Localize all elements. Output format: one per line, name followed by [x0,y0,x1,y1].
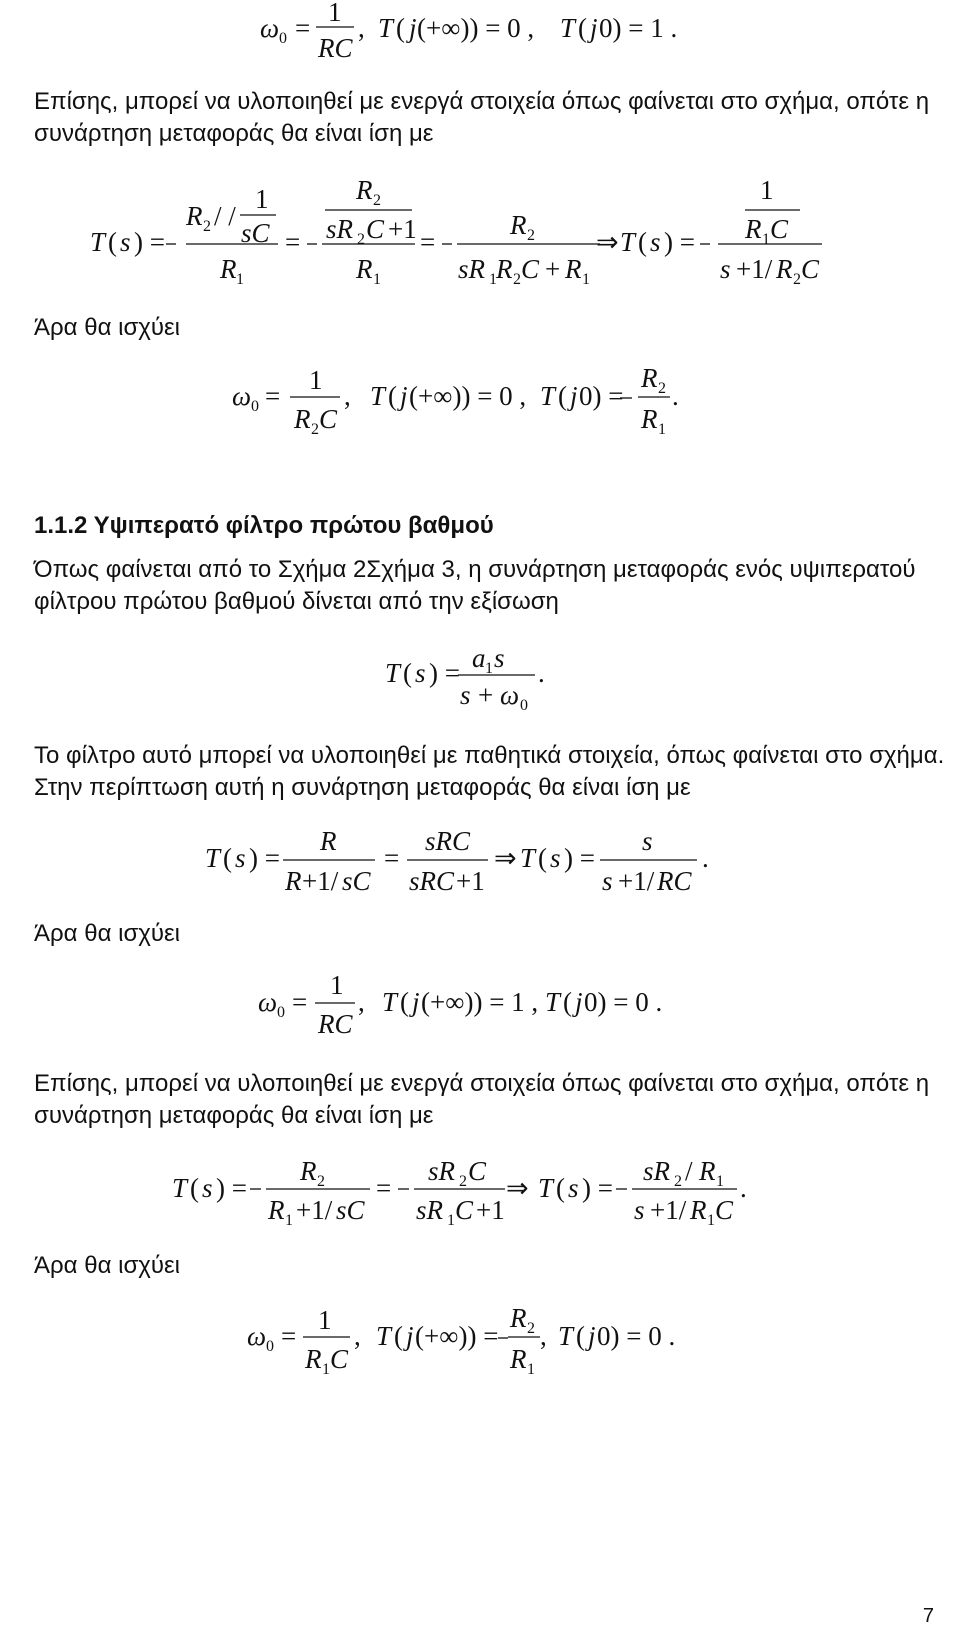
svg-text:.: . [702,843,709,873]
svg-text:C: C [801,254,820,284]
equation-1 [0,0,960,70]
svg-text:+1: +1 [388,214,417,244]
paragraph: Άρα θα ισχύει [34,1252,181,1279]
svg-text:2: 2 [513,271,521,288]
svg-text:T: T [538,1173,554,1203]
svg-text:0: 0 [279,30,287,47]
svg-text:=: = [420,227,436,257]
svg-text:⇒: ⇒ [494,843,517,873]
svg-text:C: C [366,214,385,244]
svg-text:(: ( [396,13,405,43]
svg-text:2: 2 [793,271,801,288]
svg-text:) =: ) = [564,843,595,873]
svg-text:2: 2 [357,231,365,248]
svg-text:=: = [265,381,281,411]
page-number: 7 [922,1605,934,1627]
svg-text:T: T [172,1173,188,1203]
svg-text:+1/: +1/ [650,1195,687,1225]
svg-text:2: 2 [658,380,666,397]
svg-text:1: 1 [330,970,344,1000]
svg-text:2: 2 [459,1173,467,1190]
svg-text:0: 0 [520,697,528,714]
svg-text:) =: ) = [664,227,695,257]
svg-text:) =: ) = [216,1173,247,1203]
svg-text:(+∞)) = 1 ,: (+∞)) = 1 , [421,987,539,1017]
equation-7 [0,1152,960,1232]
svg-text:(: ( [576,1321,585,1351]
svg-text:R: R [690,1195,707,1225]
svg-text:+: + [545,254,561,284]
svg-text:+1/: +1/ [302,866,339,896]
svg-text:(: ( [556,1173,565,1203]
svg-text:C: C [770,214,789,244]
svg-text:sC: sC [342,866,371,896]
svg-text:0) = 1 .: 0) = 1 . [599,13,678,43]
svg-text:1: 1 [485,660,493,677]
svg-text:T: T [520,843,536,873]
svg-text:1: 1 [322,1361,330,1378]
svg-text:s: s [494,643,505,673]
svg-text:.: . [538,658,545,688]
svg-text:T: T [560,13,576,43]
svg-text:0) =: 0) = [579,381,624,411]
svg-text:R: R [356,175,373,205]
svg-text:,: , [354,1321,361,1351]
svg-text:j: j [570,381,578,411]
paragraph: Άρα θα ισχύει [34,314,181,341]
svg-text:+1/: +1/ [296,1195,333,1225]
svg-text:C: C [521,254,540,284]
svg-text:j: j [575,987,583,1017]
svg-text:,: , [358,13,365,43]
svg-text:1: 1 [318,1305,332,1335]
svg-text:/: / [685,1156,693,1186]
svg-text:1: 1 [328,0,342,27]
svg-text:(: ( [558,381,567,411]
svg-text:(: ( [108,227,117,257]
svg-text:C: C [468,1156,487,1186]
svg-text:R: R [510,210,527,240]
svg-text:sC: sC [336,1195,365,1225]
svg-text:2: 2 [373,192,381,209]
svg-text:R: R [510,1303,527,1333]
svg-text:1: 1 [447,1212,455,1229]
svg-text:s: s [720,254,731,284]
svg-text:=: = [376,1173,392,1203]
svg-text:(: ( [400,987,409,1017]
svg-text:sR: sR [643,1156,670,1186]
svg-text:C: C [330,1344,349,1374]
svg-text:1: 1 [762,231,770,248]
svg-text:ω: ω [500,680,520,710]
svg-text:ω: ω [260,13,280,43]
svg-text:1: 1 [760,175,774,205]
svg-text:s: s [634,1195,645,1225]
svg-text:s: s [650,227,661,257]
svg-text:1: 1 [255,184,269,214]
svg-text:) =: ) = [582,1173,613,1203]
svg-text:sR: sR [428,1156,455,1186]
svg-text:(: ( [538,843,547,873]
svg-text:ω: ω [258,987,278,1017]
svg-text:R: R [220,254,237,284]
svg-text:0) = 0 .: 0) = 0 . [597,1321,676,1351]
svg-text:sR: sR [458,254,485,284]
svg-text:(+∞)) =: (+∞)) = [415,1321,499,1351]
svg-text:(: ( [223,843,232,873]
svg-text:2: 2 [674,1173,682,1190]
svg-text:1: 1 [716,1173,724,1190]
svg-text:R: R [776,254,793,284]
svg-text:+1/: +1/ [736,254,773,284]
svg-text:R: R [300,1156,317,1186]
svg-text:+1: +1 [476,1195,505,1225]
svg-text:R: R [699,1156,716,1186]
svg-text:+: + [478,680,494,710]
paragraph: Επίσης, μπορεί να υλοποιηθεί με ενεργά στοιχεία όπως φαίνεται στο σχήμα, οπότε η συνάρτηση μεταφοράς θα είναι ίση με [34,88,930,147]
svg-text:(+∞)) = 0 ,: (+∞)) = 0 , [417,13,535,43]
svg-text:(: ( [638,227,647,257]
svg-text:T: T [540,381,556,411]
svg-text:1: 1 [527,1361,535,1378]
svg-text:(: ( [578,13,587,43]
svg-text:ω: ω [247,1321,267,1351]
svg-text:T: T [90,227,106,257]
svg-text:(+∞)) = 0 ,: (+∞)) = 0 , [409,381,527,411]
paragraph: Άρα θα ισχύει [34,920,181,947]
svg-text:=: = [295,13,311,43]
section-heading: 1.1.2 Υψιπερατό φίλτρο πρώτου βαθμού [34,512,494,539]
svg-text:R: R [745,214,762,244]
svg-text:sRC: sRC [409,866,455,896]
svg-text:T: T [385,658,401,688]
svg-text:0: 0 [266,1338,274,1355]
svg-text:T: T [370,381,386,411]
svg-text:=: = [285,227,301,257]
svg-text:s: s [642,826,653,856]
svg-text:sR: sR [326,214,353,244]
svg-text:2: 2 [317,1173,325,1190]
svg-text:0: 0 [251,398,259,415]
equation-5 [0,822,960,902]
svg-text:s: s [202,1173,213,1203]
svg-text:R: R [641,363,658,393]
svg-text:) =: ) = [429,658,460,688]
svg-text:1: 1 [658,421,666,438]
svg-text:RC: RC [318,1009,353,1039]
svg-text:R: R [268,1195,285,1225]
svg-text:T: T [558,1321,574,1351]
svg-text:R: R [496,254,513,284]
svg-text:) =: ) = [249,843,280,873]
svg-text:j: j [588,1321,596,1351]
svg-text:) =: ) = [134,227,165,257]
svg-text:R: R [285,866,302,896]
svg-text:T: T [382,987,398,1017]
svg-text:T: T [205,843,221,873]
svg-text:j: j [406,1321,414,1351]
svg-text:1: 1 [236,271,244,288]
svg-text:sC: sC [241,218,270,248]
svg-text:(: ( [563,987,572,1017]
svg-text:s: s [415,658,426,688]
svg-text:j: j [590,13,598,43]
paragraph: Επίσης, μπορεί να υλοποιηθεί με ενεργά στοιχεία όπως φαίνεται στο σχήμα, οπότε η συνάρτηση μεταφοράς θα είναι ίση με [34,1070,930,1129]
svg-text:2: 2 [311,421,319,438]
svg-text:,: , [358,987,365,1017]
svg-text:1: 1 [489,271,497,288]
svg-text:0: 0 [277,1004,285,1021]
svg-text:.: . [740,1173,747,1203]
equation-3 [0,362,960,442]
svg-text:C: C [455,1195,474,1225]
svg-text:s: s [120,227,131,257]
svg-text:=: = [292,987,308,1017]
svg-text:RC: RC [657,866,692,896]
svg-text:s: s [235,843,246,873]
svg-text:R: R [305,1344,322,1374]
svg-text:R: R [565,254,582,284]
svg-text:C: C [715,1195,734,1225]
svg-text:(: ( [388,381,397,411]
svg-text:C: C [319,404,338,434]
svg-text:ω: ω [232,381,252,411]
paragraph: Όπως φαίνεται από το Σχήμα 2Σχήμα 3, η συνάρτηση μεταφοράς ενός υψιπερατού φίλτρου πρώτου βαθμού δίνεται από την εξίσωση [34,556,916,615]
svg-text:R: R [186,201,203,231]
svg-text:/ /: / / [214,201,236,231]
svg-text:⇒: ⇒ [506,1173,529,1203]
svg-text:(: ( [394,1321,403,1351]
svg-text:j: j [412,987,420,1017]
svg-text:RC: RC [318,33,353,63]
svg-text:1: 1 [582,271,590,288]
equation-4 [0,640,960,720]
svg-text:j: j [400,381,408,411]
svg-text:a: a [472,643,486,673]
svg-text:R: R [510,1344,527,1374]
svg-text:T: T [376,1321,392,1351]
svg-text:+1/: +1/ [618,866,655,896]
svg-text:⇒: ⇒ [596,227,619,257]
svg-text:s: s [550,843,561,873]
svg-text:1: 1 [309,365,323,395]
svg-text:=: = [281,1321,297,1351]
svg-text:(: ( [190,1173,199,1203]
svg-text:s: s [460,680,471,710]
svg-text:+1: +1 [456,866,485,896]
svg-text:R: R [294,404,311,434]
svg-text:T: T [378,13,394,43]
svg-text:(: ( [403,658,412,688]
equation-8 [0,1296,960,1386]
svg-text:T: T [620,227,636,257]
equation-6 [0,966,960,1046]
equation-2 [0,170,960,290]
svg-text:,: , [344,381,351,411]
svg-text:R: R [356,254,373,284]
svg-text:R: R [641,404,658,434]
svg-text:R: R [320,826,337,856]
svg-text:2: 2 [203,218,211,235]
svg-text:1: 1 [373,271,381,288]
svg-text:1: 1 [285,1212,293,1229]
svg-text:j: j [409,13,417,43]
svg-text:2: 2 [527,227,535,244]
svg-text:s: s [602,866,613,896]
svg-text:1: 1 [707,1212,715,1229]
svg-text:T: T [545,987,561,1017]
svg-text:2: 2 [527,1320,535,1337]
paragraph: Το φίλτρο αυτό μπορεί να υλοποιηθεί με παθητικά στοιχεία, όπως φαίνεται στο σχήμα. Στην περίπτωση αυτή η συνάρτηση μεταφοράς θα είναι ίση με [34,742,945,801]
svg-text:sRC: sRC [425,826,471,856]
svg-text:s: s [568,1173,579,1203]
svg-text:sR: sR [416,1195,443,1225]
svg-text:,: , [540,1321,547,1351]
svg-text:0) = 0 .: 0) = 0 . [584,987,663,1017]
svg-text:=: = [384,843,400,873]
svg-text:.: . [672,381,679,411]
